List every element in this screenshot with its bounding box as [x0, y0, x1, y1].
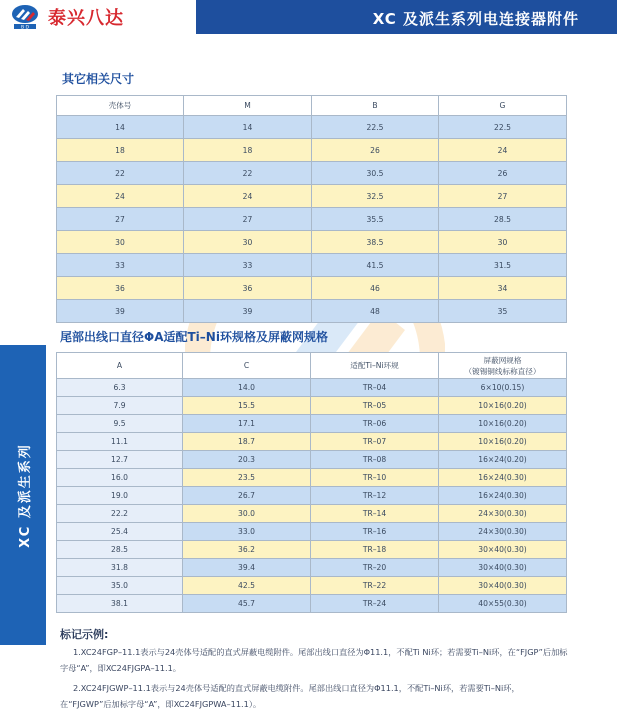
shield-spec-subheader: （镀锡铜线标称直径）: [464, 366, 541, 376]
table-cell: 36: [57, 277, 184, 300]
column-header: B: [312, 96, 439, 116]
table-cell: 31.5: [439, 254, 567, 277]
column-header: C: [183, 353, 311, 379]
table-cell: 35.5: [312, 208, 439, 231]
table-row: [57, 433, 567, 451]
table-cell: 22.2: [57, 505, 183, 523]
table-cell: TR–08: [311, 451, 439, 469]
table-cell: 45.7: [183, 595, 311, 613]
table-cell: 22.5: [439, 116, 567, 139]
table-cell: 35.0: [57, 577, 183, 595]
table-cell: 26: [312, 139, 439, 162]
notes-title: 标记示例:: [60, 628, 109, 641]
table-row: [57, 415, 567, 433]
table-cell: 33: [57, 254, 184, 277]
table-cell: 24: [184, 185, 312, 208]
brand-name: 泰兴八达: [48, 8, 124, 29]
table-cell: 40×55(0.30): [439, 595, 567, 613]
table-cell: 39.4: [183, 559, 311, 577]
table-cell: 16×24(0.30): [439, 469, 567, 487]
table-cell: TR–07: [311, 433, 439, 451]
table-cell: TR–14: [311, 505, 439, 523]
table-cell: 38.5: [312, 231, 439, 254]
table-row: [57, 577, 567, 595]
table-cell: 18.7: [183, 433, 311, 451]
table-row: [57, 451, 567, 469]
table-cell: 26: [439, 162, 567, 185]
table-cell: 10×16(0.20): [439, 415, 567, 433]
table-cell: 46: [312, 277, 439, 300]
table-row: [57, 208, 567, 231]
table-row: [57, 185, 567, 208]
table-cell: 33.0: [183, 523, 311, 541]
note-item: 1.XC24FGP–11.1表示与24壳体号适配的直式屏蔽电缆附件。尾部出线口直径为Φ11.1，不配Ti Ni环；若需要Ti–Ni环，在“FJGP”后加标字母“A”，即XC24FJGPA–11.1。: [60, 647, 568, 673]
logo-area: [0, 0, 196, 34]
table-cell: 31.8: [57, 559, 183, 577]
table-cell: 11.1: [57, 433, 183, 451]
table-cell: 16×24(0.30): [439, 487, 567, 505]
table-cell: 34: [439, 277, 567, 300]
table-cell: 10×16(0.20): [439, 433, 567, 451]
side-tab-label: XC 及派生系列: [17, 442, 33, 548]
table-row: [57, 116, 567, 139]
table-cell: 22.5: [312, 116, 439, 139]
table-row: [57, 595, 567, 613]
table-cell: 30×40(0.30): [439, 577, 567, 595]
column-header: 壳体号: [57, 96, 184, 116]
table-cell: 27: [57, 208, 184, 231]
table-cell: 28.5: [439, 208, 567, 231]
table-cell: TR–22: [311, 577, 439, 595]
ring-shield-table: [56, 352, 567, 613]
table-cell: 28.5: [57, 541, 183, 559]
table-cell: 41.5: [312, 254, 439, 277]
dimensions-table: [56, 95, 567, 323]
table-cell: 33: [184, 254, 312, 277]
table-cell: TR–20: [311, 559, 439, 577]
shield-spec-header: 屏蔽网规格: [483, 355, 522, 365]
column-header: M: [184, 96, 312, 116]
table-cell: 9.5: [57, 415, 183, 433]
table-cell: TR–04: [311, 379, 439, 397]
table-row: [57, 541, 567, 559]
table-row: [57, 523, 567, 541]
column-header: 适配Ti–Ni环规: [311, 353, 439, 379]
table-cell: 35: [439, 300, 567, 323]
table-cell: TR–18: [311, 541, 439, 559]
table-cell: 36: [184, 277, 312, 300]
table-row: [57, 487, 567, 505]
table-cell: 18: [184, 139, 312, 162]
table-cell: TR–16: [311, 523, 439, 541]
table-cell: 23.5: [183, 469, 311, 487]
table-row: [57, 505, 567, 523]
table-cell: 17.1: [183, 415, 311, 433]
table2-title: 尾部出线口直径ΦA适配Ti–Ni环规格及屏蔽网规格: [60, 330, 328, 344]
page-header-title: XC 及派生系列电连接器附件: [372, 10, 579, 28]
note-item: 2.XC24FJGWP–11.1表示与24壳体号适配的直式屏蔽电缆附件。尾部出线口直径为Φ11.1，不配Ti–Ni环，若需要Ti–Ni环，在“FJGWP”后加标字母“A”，即XC24FJGPWA–11.1）。: [60, 683, 520, 709]
table-cell: 24×30(0.30): [439, 505, 567, 523]
table-cell: TR–06: [311, 415, 439, 433]
table-cell: 14.0: [183, 379, 311, 397]
table-cell: 22: [184, 162, 312, 185]
table-cell: 16×24(0.20): [439, 451, 567, 469]
table-cell: 39: [57, 300, 184, 323]
table-cell: 14: [57, 116, 184, 139]
table-cell: 30: [57, 231, 184, 254]
table-cell: 6.3: [57, 379, 183, 397]
table-row: [57, 231, 567, 254]
table-cell: 12.7: [57, 451, 183, 469]
table-row: [57, 300, 567, 323]
table-cell: 27: [439, 185, 567, 208]
column-header: G: [439, 96, 567, 116]
table-cell: 30×40(0.30): [439, 541, 567, 559]
company-logo-icon: [10, 3, 40, 30]
table-cell: TR–12: [311, 487, 439, 505]
table-cell: 39: [184, 300, 312, 323]
table-cell: 26.7: [183, 487, 311, 505]
header-bar: [0, 0, 617, 34]
table-cell: 7.9: [57, 397, 183, 415]
table-cell: 24: [439, 139, 567, 162]
table-cell: 30.5: [312, 162, 439, 185]
table-cell: 48: [312, 300, 439, 323]
table-row: [57, 559, 567, 577]
table-cell: TR–24: [311, 595, 439, 613]
logo-badge-text: B D: [21, 25, 29, 30]
table-cell: 6×10(0.15): [439, 379, 567, 397]
table-cell: TR–05: [311, 397, 439, 415]
table1-title: 其它相关尺寸: [62, 72, 135, 86]
table-cell: 15.5: [183, 397, 311, 415]
table-cell: 16.0: [57, 469, 183, 487]
table-cell: 30: [439, 231, 567, 254]
table-cell: 19.0: [57, 487, 183, 505]
column-header: A: [57, 353, 183, 379]
table-cell: 30: [184, 231, 312, 254]
column-header: [439, 353, 567, 379]
table-cell: 27: [184, 208, 312, 231]
table-cell: 30.0: [183, 505, 311, 523]
table-cell: 38.1: [57, 595, 183, 613]
table-row: [57, 277, 567, 300]
table-cell: 24×30(0.30): [439, 523, 567, 541]
table-row: [57, 397, 567, 415]
table-cell: 25.4: [57, 523, 183, 541]
table-cell: 32.5: [312, 185, 439, 208]
table-cell: 20.3: [183, 451, 311, 469]
table-cell: 24: [57, 185, 184, 208]
table-row: [57, 162, 567, 185]
table-row: [57, 254, 567, 277]
table-cell: 22: [57, 162, 184, 185]
table-cell: 30×40(0.30): [439, 559, 567, 577]
table-cell: 14: [184, 116, 312, 139]
table-row: [57, 139, 567, 162]
table-row: [57, 469, 567, 487]
table-row: [57, 379, 567, 397]
table-cell: 42.5: [183, 577, 311, 595]
table-cell: TR–10: [311, 469, 439, 487]
table-cell: 10×16(0.20): [439, 397, 567, 415]
table-cell: 18: [57, 139, 184, 162]
table-cell: 36.2: [183, 541, 311, 559]
